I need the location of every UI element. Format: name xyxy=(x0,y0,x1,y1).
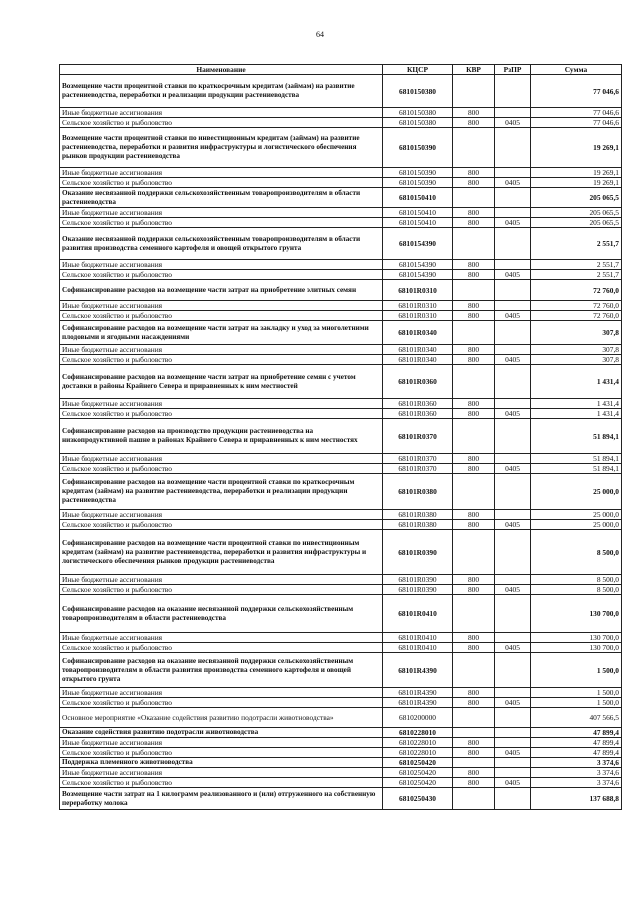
row-kvr: 800 xyxy=(453,178,495,188)
row-kcsr: 68101R4390 xyxy=(383,698,453,708)
row-kcsr: 68101R0390 xyxy=(383,530,453,575)
row-kcsr: 68101R0340 xyxy=(383,321,453,345)
row-name: Софинансирование расходов на возмещение части затрат на приобретение элитных семян xyxy=(60,280,383,301)
table-row xyxy=(60,474,622,510)
row-rzpr: 0405 xyxy=(495,698,531,708)
row-name: Сельское хозяйство и рыболовство xyxy=(60,218,383,228)
row-kcsr: 6810150390 xyxy=(383,178,453,188)
table-row xyxy=(60,108,622,118)
row-sum: 25 000,0 xyxy=(531,520,622,530)
row-name: Иные бюджетные ассигнования xyxy=(60,399,383,409)
row-rzpr: 0405 xyxy=(495,409,531,419)
row-rzpr xyxy=(495,768,531,778)
table-row xyxy=(60,788,622,810)
row-kvr xyxy=(453,228,495,260)
row-sum: 19 269,1 xyxy=(531,168,622,178)
table-row xyxy=(60,301,622,311)
row-kcsr: 6810250420 xyxy=(383,768,453,778)
row-name: Иные бюджетные ассигнования xyxy=(60,575,383,585)
row-sum: 72 760,0 xyxy=(531,311,622,321)
row-kvr xyxy=(453,321,495,345)
row-kvr: 800 xyxy=(453,208,495,218)
row-rzpr xyxy=(495,399,531,409)
row-kvr: 800 xyxy=(453,738,495,748)
row-name: Оказание несвязанной поддержки сельскохозяйственным товаропроизводителям в области растениеводства xyxy=(60,188,383,208)
table-row xyxy=(60,345,622,355)
row-kcsr: 68101R0380 xyxy=(383,520,453,530)
row-kvr: 800 xyxy=(453,510,495,520)
header-sum: Сумма xyxy=(531,65,622,75)
table-body xyxy=(60,75,622,810)
row-sum: 1 500,0 xyxy=(531,653,622,688)
header-kcsr: КЦСР xyxy=(383,65,453,75)
row-sum: 25 000,0 xyxy=(531,510,622,520)
row-name: Иные бюджетные ассигнования xyxy=(60,260,383,270)
table-row xyxy=(60,311,622,321)
row-kcsr: 6810150410 xyxy=(383,188,453,208)
page-number: 64 xyxy=(316,30,324,39)
row-name: Оказание несвязанной поддержки сельскохозяйственным товаропроизводителям в области развития производства семенного картофеля и овощей открытого грунта xyxy=(60,228,383,260)
row-name: Иные бюджетные ассигнования xyxy=(60,738,383,748)
table-row xyxy=(60,748,622,758)
table-row xyxy=(60,208,622,218)
row-rzpr xyxy=(495,510,531,520)
row-rzpr xyxy=(495,738,531,748)
row-kvr: 800 xyxy=(453,520,495,530)
row-sum: 2 551,7 xyxy=(531,228,622,260)
row-sum: 51 894,1 xyxy=(531,419,622,454)
row-kcsr: 68101R0410 xyxy=(383,633,453,643)
table-row xyxy=(60,738,622,748)
row-rzpr: 0405 xyxy=(495,311,531,321)
table-row xyxy=(60,168,622,178)
table-row xyxy=(60,530,622,575)
row-name: Возмещение части процентной ставки по инвестиционным кредитам (займам) на развитие растениеводства, переработки и развития инфраструктуры и логистического обеспечения рынков продукции растениеводства xyxy=(60,128,383,168)
row-kcsr: 68101R0380 xyxy=(383,474,453,510)
row-name: Иные бюджетные ассигнования xyxy=(60,633,383,643)
row-name: Сельское хозяйство и рыболовство xyxy=(60,270,383,280)
row-kvr: 800 xyxy=(453,311,495,321)
row-rzpr xyxy=(495,280,531,301)
row-name: Сельское хозяйство и рыболовство xyxy=(60,178,383,188)
row-sum: 3 374,6 xyxy=(531,758,622,768)
row-kvr: 800 xyxy=(453,768,495,778)
row-kvr xyxy=(453,188,495,208)
row-kvr xyxy=(453,728,495,738)
row-rzpr xyxy=(495,575,531,585)
row-kvr: 800 xyxy=(453,399,495,409)
row-sum: 137 688,8 xyxy=(531,788,622,810)
row-rzpr: 0405 xyxy=(495,778,531,788)
row-kcsr: 6810250420 xyxy=(383,758,453,768)
row-name: Сельское хозяйство и рыболовство xyxy=(60,585,383,595)
table-row xyxy=(60,778,622,788)
row-kvr xyxy=(453,419,495,454)
row-name: Сельское хозяйство и рыболовство xyxy=(60,355,383,365)
table-row xyxy=(60,653,622,688)
row-sum: 1 431,4 xyxy=(531,399,622,409)
row-name: Сельское хозяйство и рыболовство xyxy=(60,311,383,321)
row-sum: 8 500,0 xyxy=(531,585,622,595)
row-rzpr: 0405 xyxy=(495,218,531,228)
header-kvr: КВР xyxy=(453,65,495,75)
row-rzpr xyxy=(495,301,531,311)
row-kcsr: 6810200000 xyxy=(383,708,453,728)
row-name: Иные бюджетные ассигнования xyxy=(60,688,383,698)
row-sum: 205 065,5 xyxy=(531,208,622,218)
row-name: Сельское хозяйство и рыболовство xyxy=(60,643,383,653)
table-header-row xyxy=(60,65,622,75)
row-name: Иные бюджетные ассигнования xyxy=(60,168,383,178)
row-rzpr xyxy=(495,75,531,108)
row-rzpr xyxy=(495,454,531,464)
row-rzpr xyxy=(495,260,531,270)
row-rzpr: 0405 xyxy=(495,748,531,758)
table-row xyxy=(60,409,622,419)
table-row xyxy=(60,399,622,409)
row-rzpr xyxy=(495,365,531,399)
row-sum: 19 269,1 xyxy=(531,128,622,168)
table-row xyxy=(60,643,622,653)
row-rzpr xyxy=(495,758,531,768)
row-sum: 1 431,4 xyxy=(531,409,622,419)
row-kvr: 800 xyxy=(453,118,495,128)
row-rzpr xyxy=(495,188,531,208)
row-sum: 77 046,6 xyxy=(531,118,622,128)
row-name: Основное мероприятие «Оказание содействия развитию подотрасли животноводства» xyxy=(60,708,383,728)
row-kvr: 800 xyxy=(453,643,495,653)
row-rzpr: 0405 xyxy=(495,270,531,280)
row-kvr: 800 xyxy=(453,688,495,698)
row-sum: 130 700,0 xyxy=(531,595,622,633)
row-kvr: 800 xyxy=(453,301,495,311)
table-row xyxy=(60,228,622,260)
row-sum: 72 760,0 xyxy=(531,301,622,311)
row-name: Сельское хозяйство и рыболовство xyxy=(60,464,383,474)
row-name: Иные бюджетные ассигнования xyxy=(60,510,383,520)
table-row xyxy=(60,321,622,345)
row-name: Возмещение части процентной ставки по краткосрочным кредитам (займам) на развитие растениеводства, переработки и реализации продукции растениеводства xyxy=(60,75,383,108)
row-sum: 205 065,5 xyxy=(531,188,622,208)
row-kvr xyxy=(453,128,495,168)
row-sum: 47 899,4 xyxy=(531,738,622,748)
row-rzpr xyxy=(495,208,531,218)
row-name: Иные бюджетные ассигнования xyxy=(60,454,383,464)
row-kvr: 800 xyxy=(453,454,495,464)
row-kcsr: 6810150380 xyxy=(383,108,453,118)
row-kcsr: 6810250430 xyxy=(383,788,453,810)
row-name: Софинансирование расходов на производство продукции растениеводства на низкопродуктивной пашне в районах Крайнего Севера и приравненных к ним местностях xyxy=(60,419,383,454)
row-sum: 130 700,0 xyxy=(531,633,622,643)
row-name: Поддержка племенного животноводства xyxy=(60,758,383,768)
row-sum: 2 551,7 xyxy=(531,260,622,270)
row-kcsr: 6810154390 xyxy=(383,270,453,280)
row-kcsr: 68101R4390 xyxy=(383,653,453,688)
row-name: Иные бюджетные ассигнования xyxy=(60,301,383,311)
row-sum: 8 500,0 xyxy=(531,530,622,575)
row-kvr: 800 xyxy=(453,778,495,788)
row-kvr: 800 xyxy=(453,633,495,643)
row-name: Сельское хозяйство и рыболовство xyxy=(60,748,383,758)
row-rzpr xyxy=(495,788,531,810)
row-kcsr: 68101R0410 xyxy=(383,595,453,633)
table-row xyxy=(60,464,622,474)
row-sum: 77 046,6 xyxy=(531,108,622,118)
table-row xyxy=(60,585,622,595)
row-name: Иные бюджетные ассигнования xyxy=(60,208,383,218)
row-sum: 51 894,1 xyxy=(531,454,622,464)
row-sum: 8 500,0 xyxy=(531,575,622,585)
row-rzpr xyxy=(495,530,531,575)
table-row xyxy=(60,188,622,208)
row-kcsr: 6810150380 xyxy=(383,118,453,128)
row-name: Софинансирование расходов на возмещение части затрат на приобретение семян с учетом доставки в районы Крайнего Севера и приравненных к ним местностей xyxy=(60,365,383,399)
row-kcsr: 6810150410 xyxy=(383,218,453,228)
row-kvr xyxy=(453,474,495,510)
row-kcsr: 6810250420 xyxy=(383,778,453,788)
row-rzpr xyxy=(495,474,531,510)
row-kvr xyxy=(453,758,495,768)
row-sum: 47 899,4 xyxy=(531,728,622,738)
table-row xyxy=(60,75,622,108)
table-row xyxy=(60,633,622,643)
row-kvr: 800 xyxy=(453,409,495,419)
row-kvr: 800 xyxy=(453,218,495,228)
row-sum: 407 566,5 xyxy=(531,708,622,728)
row-kcsr: 68101R0410 xyxy=(383,643,453,653)
row-sum: 47 899,4 xyxy=(531,748,622,758)
row-name: Сельское хозяйство и рыболовство xyxy=(60,409,383,419)
row-name: Возмещение части затрат на 1 килограмм реализованного и (или) отгруженного на собственную переработку молока xyxy=(60,788,383,810)
row-kvr: 800 xyxy=(453,260,495,270)
header-name: Наименование xyxy=(60,65,383,75)
row-kcsr: 68101R0360 xyxy=(383,399,453,409)
row-rzpr xyxy=(495,128,531,168)
row-kvr: 800 xyxy=(453,168,495,178)
row-rzpr xyxy=(495,228,531,260)
row-kcsr: 68101R0390 xyxy=(383,585,453,595)
row-rzpr xyxy=(495,595,531,633)
row-kvr xyxy=(453,365,495,399)
row-name: Сельское хозяйство и рыболовство xyxy=(60,698,383,708)
row-rzpr xyxy=(495,168,531,178)
row-sum: 1 500,0 xyxy=(531,698,622,708)
row-kvr: 800 xyxy=(453,108,495,118)
row-sum: 3 374,6 xyxy=(531,768,622,778)
row-kvr xyxy=(453,75,495,108)
row-sum: 72 760,0 xyxy=(531,280,622,301)
row-rzpr xyxy=(495,688,531,698)
table-row xyxy=(60,419,622,454)
row-kcsr: 68101R0360 xyxy=(383,365,453,399)
row-rzpr: 0405 xyxy=(495,585,531,595)
row-sum: 307,8 xyxy=(531,355,622,365)
row-kvr: 800 xyxy=(453,464,495,474)
table-row xyxy=(60,270,622,280)
table-row xyxy=(60,118,622,128)
row-sum: 2 551,7 xyxy=(531,270,622,280)
row-rzpr: 0405 xyxy=(495,178,531,188)
row-kcsr: 68101R0340 xyxy=(383,355,453,365)
row-name: Сельское хозяйство и рыболовство xyxy=(60,118,383,128)
table-row xyxy=(60,758,622,768)
row-rzpr xyxy=(495,321,531,345)
row-rzpr: 0405 xyxy=(495,520,531,530)
table-row xyxy=(60,520,622,530)
row-kvr xyxy=(453,595,495,633)
row-sum: 51 894,1 xyxy=(531,464,622,474)
table-row xyxy=(60,365,622,399)
row-rzpr xyxy=(495,728,531,738)
row-rzpr xyxy=(495,653,531,688)
row-rzpr xyxy=(495,708,531,728)
row-kvr xyxy=(453,653,495,688)
row-kcsr: 68101R0340 xyxy=(383,345,453,355)
row-kcsr: 6810150390 xyxy=(383,128,453,168)
row-rzpr xyxy=(495,419,531,454)
row-name: Сельское хозяйство и рыболовство xyxy=(60,778,383,788)
row-rzpr xyxy=(495,633,531,643)
row-sum: 307,8 xyxy=(531,321,622,345)
row-kvr: 800 xyxy=(453,345,495,355)
row-sum: 1 431,4 xyxy=(531,365,622,399)
table-row xyxy=(60,688,622,698)
table-row xyxy=(60,708,622,728)
row-sum: 205 065,5 xyxy=(531,218,622,228)
table-row xyxy=(60,260,622,270)
row-kcsr: 6810150380 xyxy=(383,75,453,108)
header-rzpr: РзПР xyxy=(495,65,531,75)
row-rzpr: 0405 xyxy=(495,355,531,365)
row-kcsr: 6810228010 xyxy=(383,748,453,758)
row-kvr: 800 xyxy=(453,355,495,365)
row-kcsr: 68101R0310 xyxy=(383,311,453,321)
row-kcsr: 6810154390 xyxy=(383,260,453,270)
row-kvr xyxy=(453,788,495,810)
row-sum: 19 269,1 xyxy=(531,178,622,188)
row-name: Софинансирование расходов на возмещение части затрат на закладку и уход за многолетними плодовыми и ягодными насаждениями xyxy=(60,321,383,345)
row-kvr: 800 xyxy=(453,270,495,280)
table-row xyxy=(60,280,622,301)
row-name: Софинансирование расходов на возмещение части процентной ставки по инвестиционным кредитам (займам) на развитие растениеводства, переработки и развития инфраструктуры и логистического обеспечения рынков продукции растениеводства xyxy=(60,530,383,575)
row-kcsr: 6810150390 xyxy=(383,168,453,178)
row-rzpr: 0405 xyxy=(495,118,531,128)
row-name: Иные бюджетные ассигнования xyxy=(60,345,383,355)
row-kcsr: 68101R0390 xyxy=(383,575,453,585)
table-row xyxy=(60,355,622,365)
row-kvr: 800 xyxy=(453,748,495,758)
table-row xyxy=(60,454,622,464)
row-kvr xyxy=(453,708,495,728)
row-name: Иные бюджетные ассигнования xyxy=(60,108,383,118)
row-rzpr xyxy=(495,345,531,355)
row-kvr xyxy=(453,280,495,301)
row-rzpr: 0405 xyxy=(495,464,531,474)
row-name: Софинансирование расходов на оказание несвязанной поддержки сельскохозяйственным товаропроизводителям в области развития производства семенного картофеля и овощей открытого грунта xyxy=(60,653,383,688)
row-kvr: 800 xyxy=(453,575,495,585)
row-kcsr: 6810150410 xyxy=(383,208,453,218)
row-name: Оказание содействия развитию подотрасли животноводства xyxy=(60,728,383,738)
table-row xyxy=(60,575,622,585)
table-row xyxy=(60,178,622,188)
row-sum: 25 000,0 xyxy=(531,474,622,510)
row-kcsr: 68101R0370 xyxy=(383,419,453,454)
row-kcsr: 6810228010 xyxy=(383,738,453,748)
row-kcsr: 6810154390 xyxy=(383,228,453,260)
row-kcsr: 68101R0360 xyxy=(383,409,453,419)
row-rzpr: 0405 xyxy=(495,643,531,653)
table-row xyxy=(60,768,622,778)
row-kvr: 800 xyxy=(453,698,495,708)
row-sum: 1 500,0 xyxy=(531,688,622,698)
row-rzpr xyxy=(495,108,531,118)
row-kvr xyxy=(453,530,495,575)
row-kcsr: 68101R0380 xyxy=(383,510,453,520)
row-name: Сельское хозяйство и рыболовство xyxy=(60,520,383,530)
row-sum: 77 046,6 xyxy=(531,75,622,108)
row-kcsr: 68101R0370 xyxy=(383,464,453,474)
table-row xyxy=(60,510,622,520)
table-row xyxy=(60,698,622,708)
table-row xyxy=(60,218,622,228)
table-row xyxy=(60,128,622,168)
row-sum: 130 700,0 xyxy=(531,643,622,653)
row-kvr: 800 xyxy=(453,585,495,595)
table-row xyxy=(60,728,622,738)
row-kcsr: 68101R0370 xyxy=(383,454,453,464)
row-name: Иные бюджетные ассигнования xyxy=(60,768,383,778)
row-kcsr: 6810228010 xyxy=(383,728,453,738)
table-row xyxy=(60,595,622,633)
row-name: Софинансирование расходов на возмещение части процентной ставки по краткосрочным кредитам (займам) на развитие растениеводства, переработки и реализации продукции растениеводства xyxy=(60,474,383,510)
row-sum: 3 374,6 xyxy=(531,778,622,788)
budget-table xyxy=(59,64,622,810)
row-name: Софинансирование расходов на оказание несвязанной поддержки сельскохозяйственным товаропроизводителям в области растениеводства xyxy=(60,595,383,633)
row-kcsr: 68101R0310 xyxy=(383,301,453,311)
row-kcsr: 68101R0310 xyxy=(383,280,453,301)
row-sum: 307,8 xyxy=(531,345,622,355)
row-kcsr: 68101R4390 xyxy=(383,688,453,698)
